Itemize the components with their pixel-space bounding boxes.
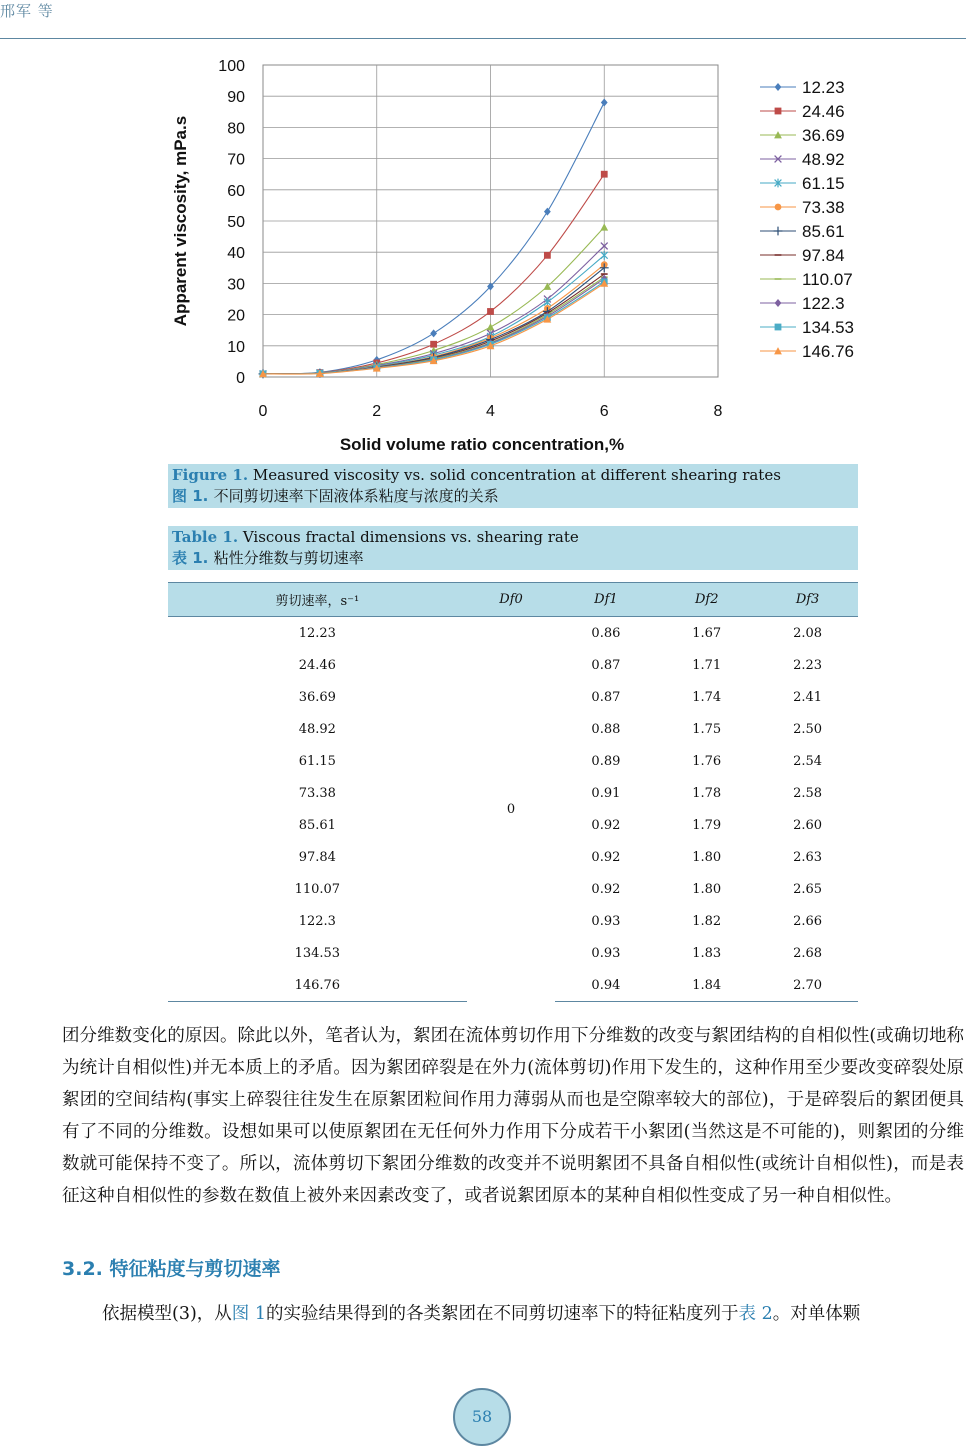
table-cell: 110.07 xyxy=(294,881,341,897)
figure-label: Figure 1. xyxy=(172,466,249,484)
y-tick-label: 20 xyxy=(227,307,245,325)
table-cell: 1.78 xyxy=(692,785,722,801)
table-cell: 1.67 xyxy=(692,625,722,641)
table-cell: 2.41 xyxy=(793,689,823,705)
table-header-cell: Df3 xyxy=(757,583,858,617)
table-cell: 2.23 xyxy=(793,657,823,673)
legend-marker xyxy=(775,108,782,115)
table-header-cell: Df2 xyxy=(656,583,757,617)
table-cell: 2.70 xyxy=(757,969,858,1002)
legend-label: 122.3 xyxy=(802,294,845,313)
body-paragraph: 团分维数变化的原因。除此以外，笔者认为，絮团在流体剪切作用下分维数的改变与絮团结构的自相似性(或确切地称为统计自相似性)并无本质上的矛盾。因为絮团碎裂是在外力(流体剪切)作用下发生的，这种作用至少要改变碎裂处原絮团的空间结构(事实上碎裂往往发生在原絮团粒间作用力薄弱从而也是空隙率较大的部位)，于是碎裂后的絮团便具有了不同的分维数。设想如果可以使原絮团在无任何外力作用下分成若干小絮团(当然这是不可能的)，则絮团的分维数就可能保持不变了。所以，流体剪切下絮团分维数的改变并不说明絮团不具备自相似性(或统计自相似性)，而是表征这种自相似性的参数在数值上被外来因素改变了，或者说絮团原本的某种自相似性变成了另一种自相似性。 xyxy=(62,1026,964,1206)
body-paragraph-start xyxy=(62,1298,964,1330)
table-cell-df0: 0 xyxy=(506,801,516,817)
legend-label: 36.69 xyxy=(802,126,845,145)
table-header-row xyxy=(168,583,858,617)
legend-marker xyxy=(775,83,782,91)
figure-label-zh: 图 1. xyxy=(172,487,209,505)
table-cell: 2.54 xyxy=(793,753,823,769)
y-tick-label: 100 xyxy=(218,58,245,75)
table-cell: 36.69 xyxy=(298,689,336,705)
legend-marker xyxy=(774,227,783,236)
table-cell: 1.82 xyxy=(692,913,722,929)
table-cell: 1.71 xyxy=(692,657,722,673)
table-cell: 0.88 xyxy=(591,721,621,737)
table-header-cell: Df1 xyxy=(555,583,656,617)
table-cell: 2.60 xyxy=(793,817,823,833)
table-cell: 1.76 xyxy=(692,753,722,769)
table-cell: 2.58 xyxy=(793,785,823,801)
table-cell: 61.15 xyxy=(298,753,336,769)
table-cell: 24.46 xyxy=(298,657,336,673)
y-tick-label: 0 xyxy=(236,370,245,387)
x-tick-label: 0 xyxy=(258,403,268,420)
table-cell: 2.08 xyxy=(793,625,823,641)
table-cell: 1.84 xyxy=(656,969,757,1002)
legend-label: 73.38 xyxy=(802,198,845,217)
page-number: 58 xyxy=(453,1388,511,1446)
legend-label: 24.46 xyxy=(802,102,845,121)
text-segment: 依据模型(3)，从 xyxy=(102,1304,232,1324)
x-tick-label: 6 xyxy=(599,403,609,420)
table-cell: 0.92 xyxy=(591,817,621,833)
table-cell: 0.89 xyxy=(591,753,621,769)
table-cell: 1.75 xyxy=(692,721,722,737)
legend-label: 97.84 xyxy=(802,246,845,265)
header-rule xyxy=(0,38,966,39)
table-cell: 85.61 xyxy=(298,817,336,833)
legend-marker xyxy=(775,299,782,307)
table-label: Table 1. xyxy=(172,528,239,546)
figure-caption-en: Measured viscosity vs. solid concentration at different shearing rates xyxy=(252,466,781,484)
legend-label: 146.76 xyxy=(802,342,854,361)
text-segment: 。对单体颗 xyxy=(772,1304,861,1324)
y-tick-label: 30 xyxy=(227,276,245,294)
y-tick-label: 70 xyxy=(227,151,245,169)
table-cell: 12.23 xyxy=(298,625,336,641)
viscosity-chart xyxy=(160,50,880,460)
table-cell: 1.79 xyxy=(692,817,722,833)
running-head: 邢军 等 xyxy=(0,2,54,20)
fractal-dimension-table xyxy=(168,582,858,1002)
y-tick-label: 40 xyxy=(227,245,245,263)
legend-label: 12.23 xyxy=(802,78,845,97)
legend-label: 134.53 xyxy=(802,318,854,337)
table-cell: 2.68 xyxy=(793,945,823,961)
table-cell: 134.53 xyxy=(294,945,341,961)
figure-caption-zh: 不同剪切速率下固液体系粘度与浓度的关系 xyxy=(213,487,499,505)
table-header-cell: Df0 xyxy=(467,583,556,617)
table-row xyxy=(168,617,858,650)
x-tick-label: 2 xyxy=(372,403,382,420)
table-cell: 97.84 xyxy=(298,849,336,865)
table-cell: 2.66 xyxy=(793,913,823,929)
text-segment: 的实验结果得到的各类絮团在不同剪切速率下的特征粘度列于 xyxy=(266,1304,739,1324)
table-cell: 146.76 xyxy=(168,969,467,1002)
y-tick-label: 10 xyxy=(227,338,245,356)
data-point xyxy=(544,252,551,259)
table-cell: 0.92 xyxy=(591,881,621,897)
x-axis-label: Solid volume ratio concentration,% xyxy=(339,435,625,454)
table-cell: 1.80 xyxy=(692,881,722,897)
table-label-zh: 表 1. xyxy=(172,549,209,567)
table-cell: 0.87 xyxy=(591,689,621,705)
table-caption-zh: 粘性分维数与剪切速率 xyxy=(213,549,364,567)
table-cell: 0.93 xyxy=(591,913,621,929)
table-cell: 48.92 xyxy=(298,721,336,737)
legend-label: 61.15 xyxy=(802,174,845,193)
y-axis-label: Apparent viscosity, mPa.s xyxy=(171,115,190,327)
data-point xyxy=(601,171,608,178)
legend-label: 85.61 xyxy=(802,222,845,241)
table-header-cell: 剪切速率，s⁻¹ xyxy=(168,583,467,617)
table-cell: 73.38 xyxy=(298,785,336,801)
table-cell: 0.94 xyxy=(555,969,656,1002)
y-tick-label: 80 xyxy=(227,120,245,138)
legend-label: 110.07 xyxy=(802,270,853,289)
table-link[interactable]: 表 2 xyxy=(738,1304,773,1324)
y-tick-label: 60 xyxy=(227,182,245,200)
table-cell: 0.91 xyxy=(591,785,621,801)
table-cell: 122.3 xyxy=(298,913,336,929)
table-cell: 1.80 xyxy=(692,849,722,865)
section-heading: 3.2. 特征粘度与剪切速率 xyxy=(62,1258,281,1280)
y-tick-label: 90 xyxy=(227,89,245,107)
table-cell: 2.63 xyxy=(793,849,823,865)
table-cell: 0.87 xyxy=(591,657,621,673)
table-cell: 2.50 xyxy=(793,721,823,737)
figure-caption xyxy=(168,464,858,508)
data-point xyxy=(487,308,494,315)
table-cell: 0.93 xyxy=(591,945,621,961)
table-cell: 0.86 xyxy=(591,625,621,641)
y-tick-label: 50 xyxy=(227,214,245,231)
legend-label: 48.92 xyxy=(802,150,845,169)
table-cell: 1.74 xyxy=(692,689,722,705)
table-cell: 0.92 xyxy=(591,849,621,865)
figure-link[interactable]: 图 1 xyxy=(231,1304,266,1324)
legend-marker xyxy=(775,204,782,211)
x-tick-label: 4 xyxy=(486,403,495,420)
table-caption-en: Viscous fractal dimensions vs. shearing rate xyxy=(242,528,579,546)
x-tick-label: 8 xyxy=(713,403,723,420)
table-cell: 2.65 xyxy=(793,881,823,897)
table-caption xyxy=(168,526,858,570)
table-cell: 1.83 xyxy=(692,945,722,961)
legend-marker xyxy=(775,324,782,331)
